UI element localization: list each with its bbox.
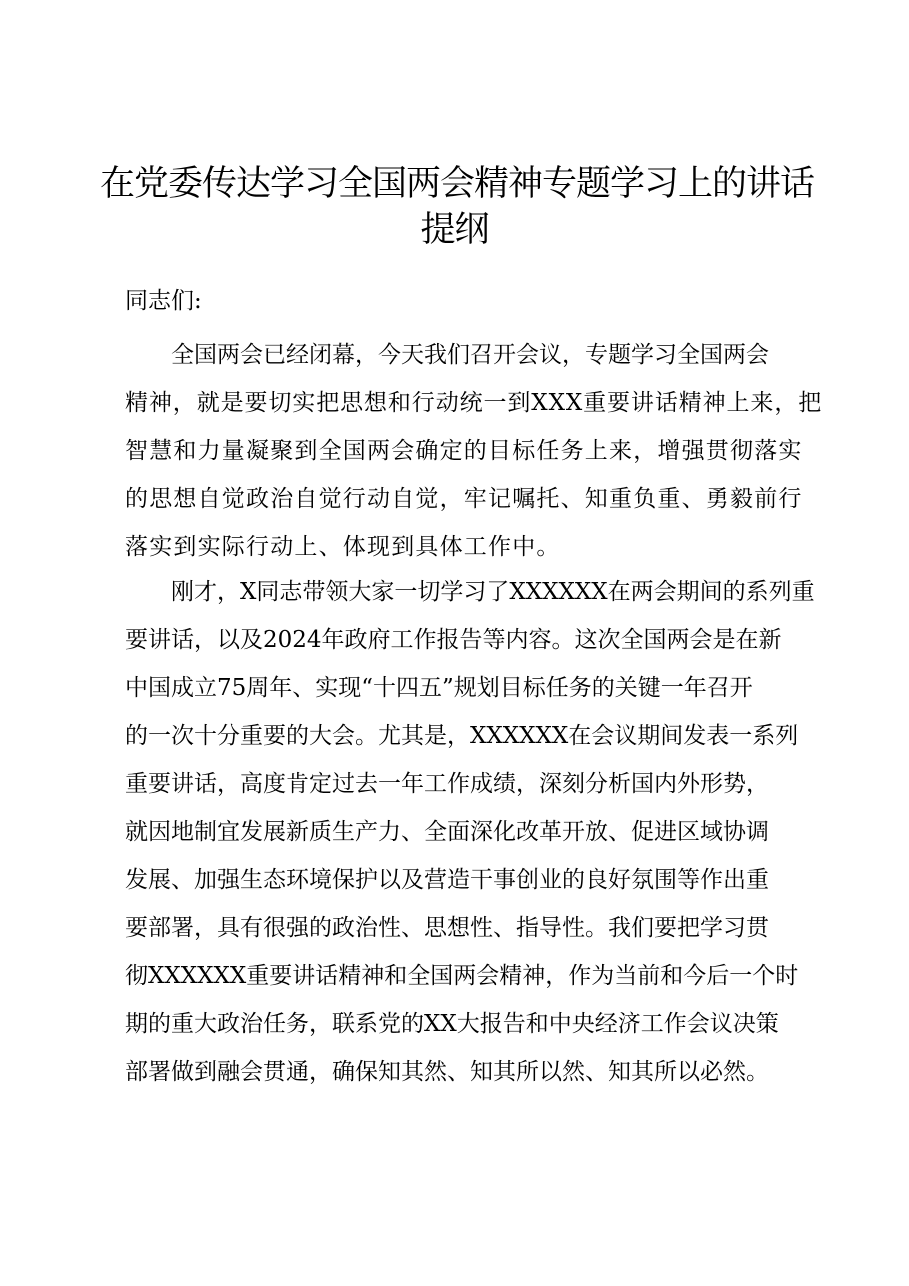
paragraph-line: 落实到实际行动上、体现到具体工作中。 (125, 534, 561, 560)
paragraph-line: 重要讲话，高度肯定过去一年工作成绩，深刻分析国内外形势， (125, 771, 769, 797)
document-title-line-2: 提纲 (420, 210, 489, 250)
paragraph-line: 智慧和力量凝聚到全国两会确定的目标任务上来，增强贯彻落实 (125, 438, 803, 464)
paragraph-line: 部署做到融会贯通，确保知其然、知其所以然、知其所以必然。 (125, 1059, 769, 1085)
greeting: 同志们: (125, 288, 202, 314)
paragraph-line: 彻XXXXXX重要讲话精神和全国两会精神，作为当前和今后一个时 (125, 963, 799, 989)
document-title-line-1: 在党委传达学习全国两会精神专题学习上的讲话 (100, 164, 815, 204)
paragraph-line: 期的重大政治任务，联系党的XX大报告和中央经济工作会议决策 (125, 1011, 779, 1037)
paragraph-line: 全国两会已经闭幕，今天我们召开会议，专题学习全国两会 (171, 342, 769, 368)
paragraph-line: 中国成立75周年、实现“十四五”规划目标任务的关键一年召开 (125, 675, 753, 701)
paragraph-line: 要部署，具有很强的政治性、思想性、指导性。我们要把学习贯 (125, 915, 769, 941)
paragraph-line: 刚才，X同志带领大家一切学习了XXXXXX在两会期间的系列重 (171, 579, 815, 605)
paragraph-line: 的一次十分重要的大会。尤其是，XXXXXX在会议期间发表一系列 (125, 723, 799, 749)
paragraph-line: 的思想自觉政治自觉行动自觉，牢记嘱托、知重负重、勇毅前行 (125, 486, 803, 512)
paragraph-line: 发展、加强生态环境保护以及营造干事创业的良好氛围等作出重 (125, 867, 769, 893)
paragraph-line: 要讲话，以及2024年政府工作报告等内容。这次全国两会是在新 (125, 627, 782, 653)
paragraph-line: 精神，就是要切实把思想和行动统一到XXX重要讲话精神上来，把 (125, 390, 823, 416)
paragraph-line: 就因地制宜发展新质生产力、全面深化改革开放、促进区域协调 (125, 819, 769, 845)
